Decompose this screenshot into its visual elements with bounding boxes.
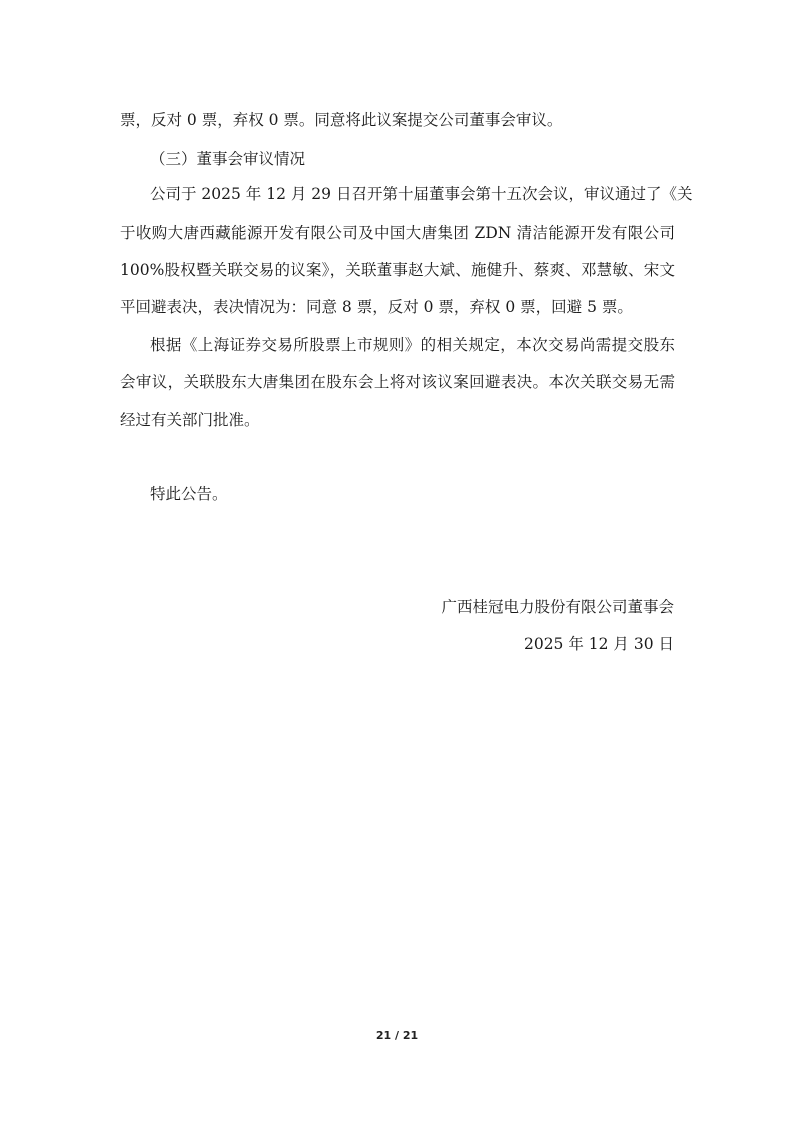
signature-date: 2025 年 12 月 30 日 — [523, 635, 674, 653]
paragraph-line: 会审议，关联股东大唐集团在股东会上将对该议案回避表决。本次关联交易无需 — [120, 373, 675, 391]
paragraph-line: 于收购大唐西藏能源开发有限公司及中国大唐集团 ZDN 清洁能源开发有限公司 — [120, 224, 675, 242]
paragraph-line: 100%股权暨关联交易的议案》，关联董事赵大斌、施健升、蔡爽、邓慧敏、宋文 — [120, 261, 675, 279]
paragraph-line: 公司于 2025 年 12 月 29 日召开第十届董事会第十五次会议，审议通过了《关 — [150, 185, 693, 203]
signature-company: 广西桂冠电力股份有限公司董事会 — [441, 598, 674, 616]
section-heading: （三）董事会审议情况 — [150, 150, 306, 168]
page-number: 21 / 21 — [375, 1029, 419, 1042]
paragraph-line: 平回避表决，表决情况为：同意 8 票，反对 0 票，弃权 0 票，回避 5 票。 — [120, 298, 633, 316]
closing-statement: 特此公告。 — [150, 485, 228, 503]
paragraph-line: 经过有关部门批准。 — [120, 411, 260, 429]
paragraph-line: 票，反对 0 票，弃权 0 票。同意将此议案提交公司董事会审议。 — [120, 111, 563, 129]
paragraph-line: 根据《上海证券交易所股票上市规则》的相关规定，本次交易尚需提交股东 — [150, 336, 675, 354]
